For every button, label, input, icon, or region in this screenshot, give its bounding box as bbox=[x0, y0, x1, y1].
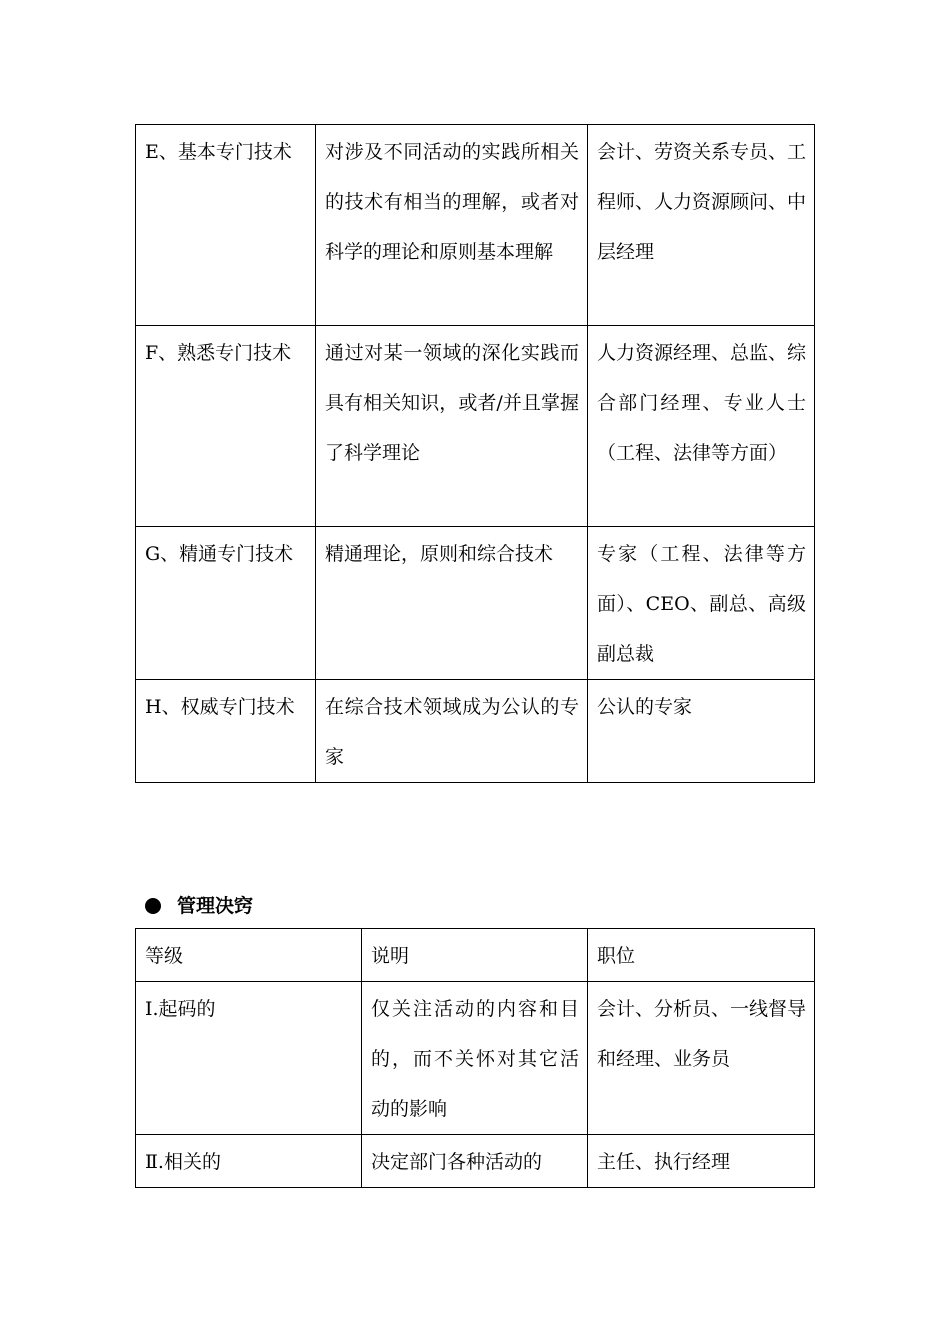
level-cell: Ⅰ.起码的 bbox=[136, 982, 362, 1135]
positions-cell: 人力资源经理、总监、综合部门经理、专业人士（工程、法律等方面） bbox=[588, 326, 815, 527]
description-cell: 决定部门各种活动的 bbox=[362, 1135, 588, 1188]
level-cell: G、精通专门技术 bbox=[136, 527, 316, 680]
table-row bbox=[136, 326, 815, 527]
description-cell: 仅关注活动的内容和目的，而不关怀对其它活动的影响 bbox=[362, 982, 588, 1135]
level-cell: H、权威专门技术 bbox=[136, 680, 316, 783]
management-level-table bbox=[135, 928, 815, 1188]
level-cell: E、基本专门技术 bbox=[136, 125, 316, 326]
description-cell: 精通理论，原则和综合技术 bbox=[316, 527, 588, 680]
header-level: 等级 bbox=[136, 929, 362, 982]
description-cell: 对涉及不同活动的实践所相关的技术有相当的理解，或者对科学的理论和原则基本理解 bbox=[316, 125, 588, 326]
section-heading-text: 管理决窍 bbox=[177, 895, 254, 917]
header-positions: 职位 bbox=[588, 929, 815, 982]
section-heading bbox=[145, 890, 253, 922]
positions-cell: 会计、分析员、一线督导和经理、业务员 bbox=[588, 982, 815, 1135]
bullet-icon bbox=[145, 898, 161, 914]
table-row bbox=[136, 125, 815, 326]
description-cell: 通过对某一领域的深化实践而具有相关知识，或者/并且掌握了科学理论 bbox=[316, 326, 588, 527]
positions-cell: 专家（工程、法律等方面）、CEO、副总、高级副总裁 bbox=[588, 527, 815, 680]
positions-cell: 会计、劳资关系专员、工程师、人力资源顾问、中层经理 bbox=[588, 125, 815, 326]
table-header-row bbox=[136, 929, 815, 982]
skills-level-table bbox=[135, 124, 815, 783]
table-row bbox=[136, 982, 815, 1135]
level-cell: Ⅱ.相关的 bbox=[136, 1135, 362, 1188]
table-row bbox=[136, 527, 815, 680]
positions-cell: 公认的专家 bbox=[588, 680, 815, 783]
table-row bbox=[136, 680, 815, 783]
table-row bbox=[136, 1135, 815, 1188]
positions-cell: 主任、执行经理 bbox=[588, 1135, 815, 1188]
level-cell: F、熟悉专门技术 bbox=[136, 326, 316, 527]
description-cell: 在综合技术领域成为公认的专家 bbox=[316, 680, 588, 783]
header-description: 说明 bbox=[362, 929, 588, 982]
